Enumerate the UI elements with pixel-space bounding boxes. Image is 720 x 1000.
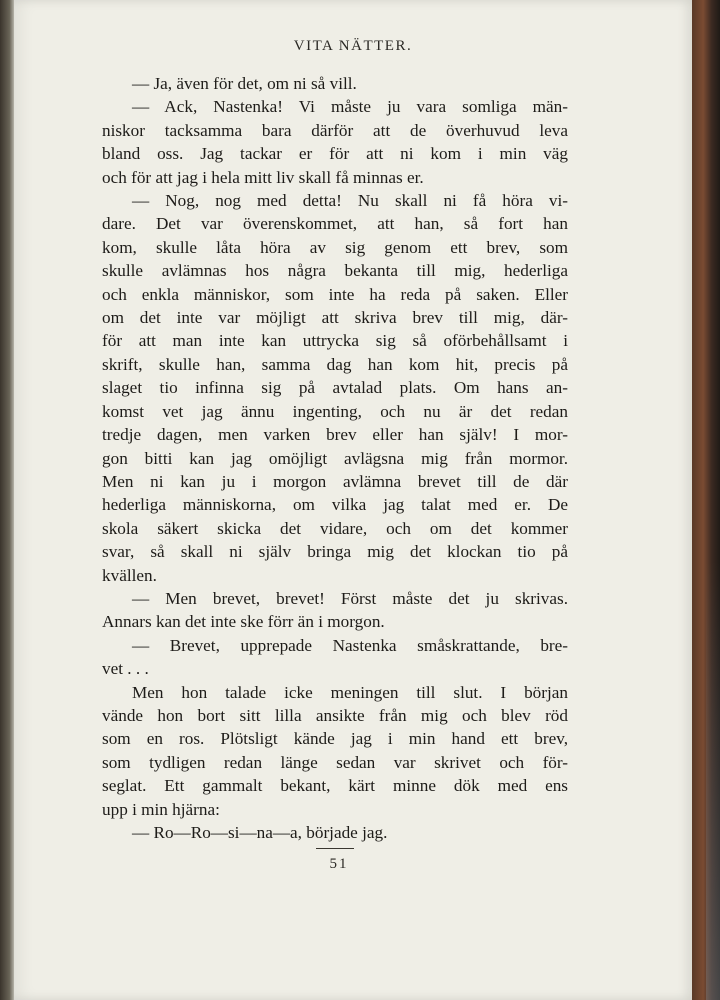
text-line: skulle avlämnas hos några bekanta till mig, hederliga [102, 261, 568, 281]
text-line: skola säkert skicka det vidare, och om det kommer [102, 518, 568, 538]
text-line: vet . . . [102, 659, 149, 679]
text-line: svar, så skall ni själv bringa mig det klockan tio på [102, 542, 568, 562]
text-line: gon bitti kan jag omöjligt avlägsna mig från mormor. [102, 448, 568, 468]
text-line: för att man inte kan uttrycka sig så oförbehållsamt i [102, 331, 568, 351]
text-line: — Ro—Ro—si—na—a, började jag. [132, 823, 388, 842]
text-line: — Men brevet, brevet! Först måste det ju skrivas. [132, 588, 568, 608]
text-line: som en ros. Plötsligt kände jag i min hand ett brev, [102, 729, 568, 749]
text-line: kom, skulle låta höra av sig genom ett brev, som [102, 237, 568, 257]
text-line: komst vet jag ännu ingenting, och nu är det redan [102, 401, 568, 421]
text-line: dare. Det var överenskommet, att han, så fort han [102, 214, 568, 234]
cover-sheen [706, 560, 720, 1000]
text-line: vände hon bort sitt lilla ansikte från mig och blev röd [102, 705, 568, 725]
text-line: — Ack, Nastenka! Vi måste ju vara somliga män- [132, 97, 568, 117]
text-line: Men ni kan ju i morgon avlämna brevet till de där [102, 471, 568, 491]
text-line: som tydligen redan länge sedan var skrivet och för- [102, 752, 568, 772]
text-line: bland oss. Jag tackar er för att ni kom i min väg [102, 144, 568, 164]
page-number: 51 [329, 856, 349, 872]
text-line: — Brevet, upprepade Nastenka småskrattande, bre- [132, 635, 568, 655]
text-line: — Ja, även för det, om ni så vill. [132, 74, 357, 93]
text-line: — Nog, nog med detta! Nu skall ni få höra vi- [132, 191, 568, 211]
text-line: skrift, skulle han, samma dag han kom hit, precis på [102, 354, 568, 374]
footer-rule [316, 848, 354, 849]
running-header: VITA NÄTTER. [293, 38, 413, 54]
text-line: kvällen. [102, 565, 157, 585]
text-line: slaget tio infinna sig på avtalad plats. Om hans an- [102, 378, 568, 398]
text-line: om det inte var möjligt att skriva brev till mig, där- [102, 308, 568, 328]
text-line: tredje dagen, men varken brev eller han själv! I mor- [102, 425, 568, 445]
text-line: hederliga människorna, om vilka jag talat med er. De [102, 495, 568, 515]
text-line: seglat. Ett gammalt bekant, kärt minne dök med ens [102, 776, 568, 796]
text-line: och för att jag i hela mitt liv skall få minnas er. [102, 167, 424, 187]
text-line: Annars kan det inte ske förr än i morgon. [102, 612, 385, 632]
text-line: upp i min hjärna: [102, 799, 220, 819]
text-line: och enkla människor, som inte ha reda på saken. Eller [102, 284, 568, 304]
text-line: niskor tacksamma bara därför att de överhuvud leva [102, 120, 568, 140]
body-text [102, 72, 568, 844]
book-page [14, 0, 692, 1000]
text-line: Men hon talade icke meningen till slut. I början [132, 682, 568, 702]
